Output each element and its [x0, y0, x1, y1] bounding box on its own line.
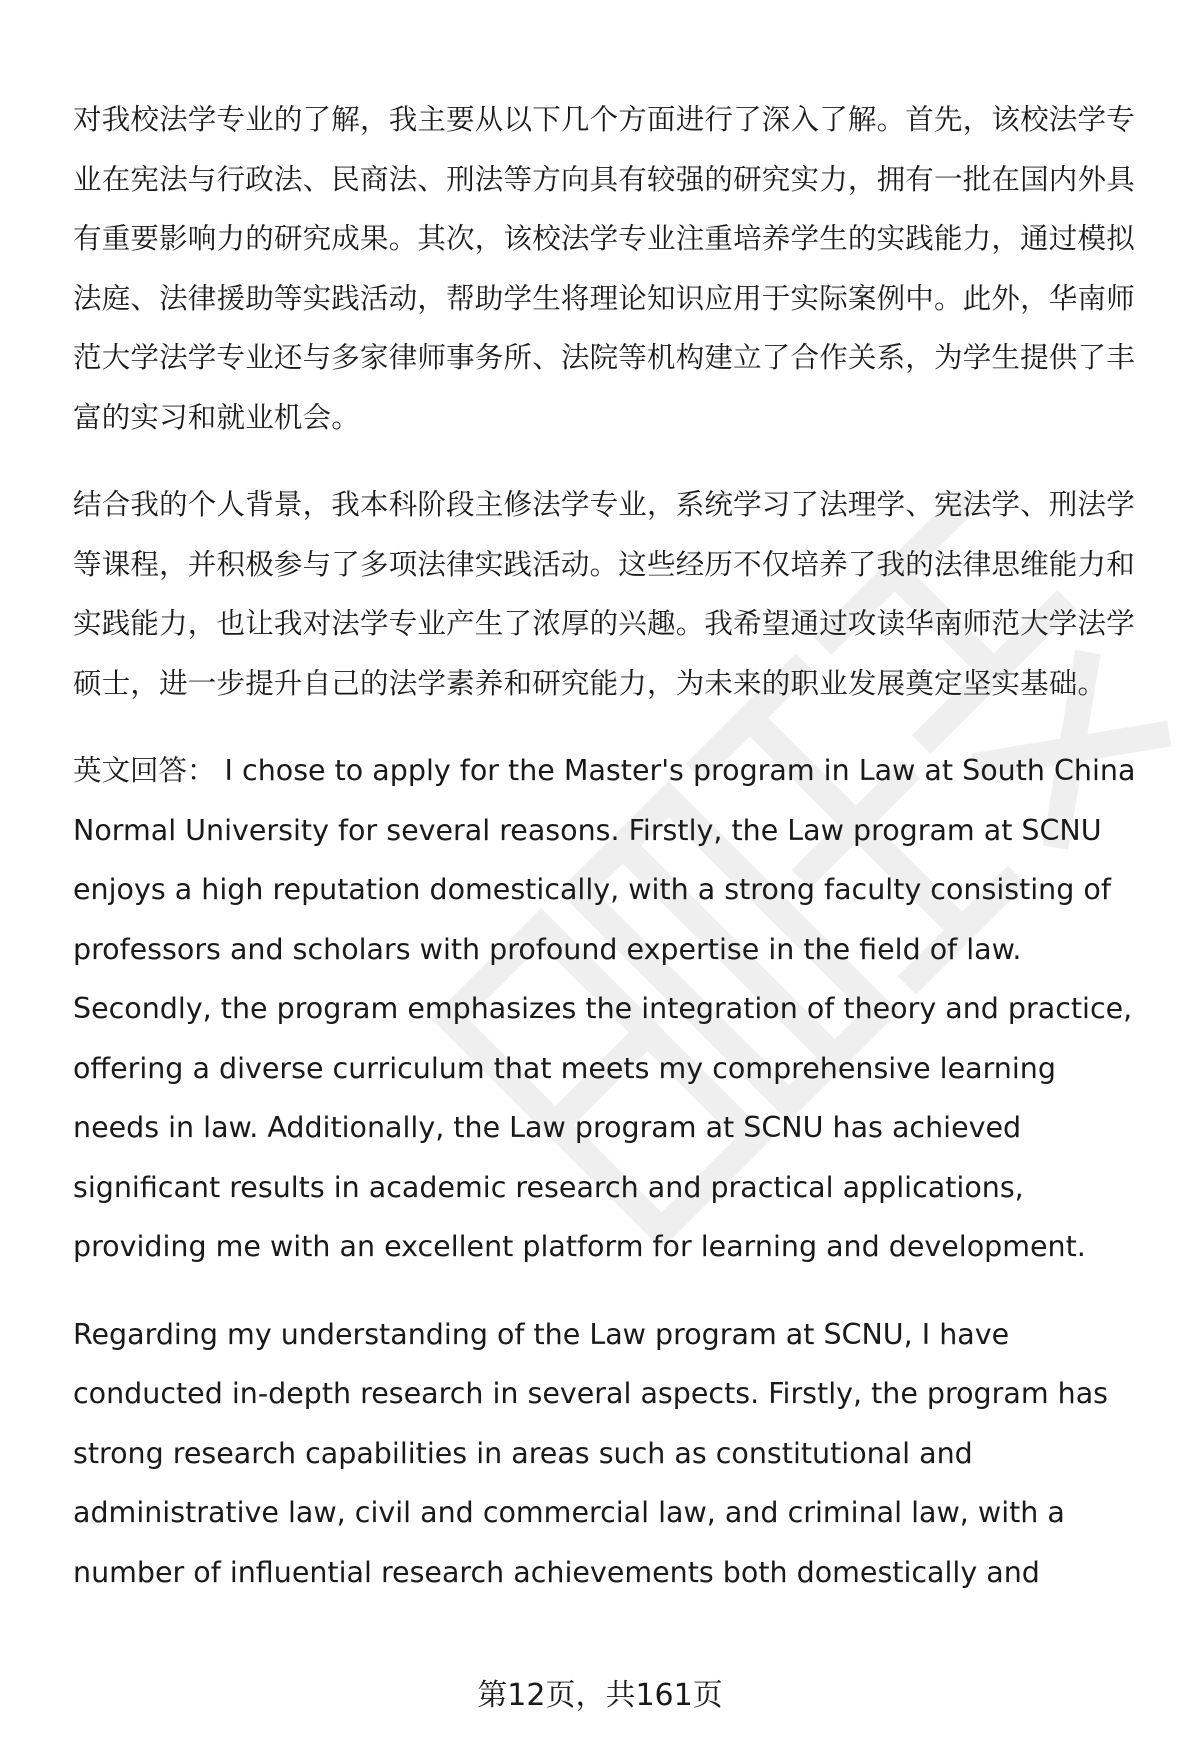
paragraph-cn-background: 结合我的个人背景，我本科阶段主修法学专业，系统学习了法理学、宪法学、刑法学等课程，并积极参与了多项法律实践活动。这些经历不仅培养了我的法律思维能力和实践能力，也让我对法学专业产生了浓厚的兴趣。我希望通过攻读华南师范大学法学硕士，进一步提升自己的法学素养和研究能力，为未来的职业发展奠定坚实基础。 [73, 488, 1135, 700]
document-body [73, 90, 1145, 1602]
paragraph-en-reasons: 英文回答： I chose to apply for the Master's program in Law at South China Normal University for several reasons. Firstly, the Law program at SCNU enjoys a high reputation domestically, with a strong faculty consisting of professors and scholars with profound expertise in the field of law. Secondly, the program emphasizes the integration of theory and practice, offering a diverse curriculum that meets my comprehensive learning needs in law. Additionally, the Law program at SCNU has achieved significant results in academic research and practical applications, providing me with an excellent platform for learning and development. [73, 754, 1136, 1263]
paragraph-en-understanding: Regarding my understanding of the Law program at SCNU, I have conducted in-depth research in several aspects. Firstly, the program has strong research capabilities in areas such as constitutional and administrative law, civil and commercial law, and criminal law, with a number of influential research achievements both domestically and [73, 1317, 1109, 1589]
page-number: 第12页，共161页 [477, 1678, 723, 1713]
paragraph-cn-understanding: 对我校法学专业的了解，我主要从以下几个方面进行了深入了解。首先，该校法学专业在宪法与行政法、民商法、刑法等方向具有较强的研究实力，拥有一批在国内外具有重要影响力的研究成果。其次，该校法学专业注重培养学生的实践能力，通过模拟法庭、法律援助等实践活动，帮助学生将理论知识应用于实际案例中。此外，华南师范大学法学专业还与多家律师事务所、法院等机构建立了合作关系，为学生提供了丰富的实习和就业机会。 [73, 103, 1135, 434]
